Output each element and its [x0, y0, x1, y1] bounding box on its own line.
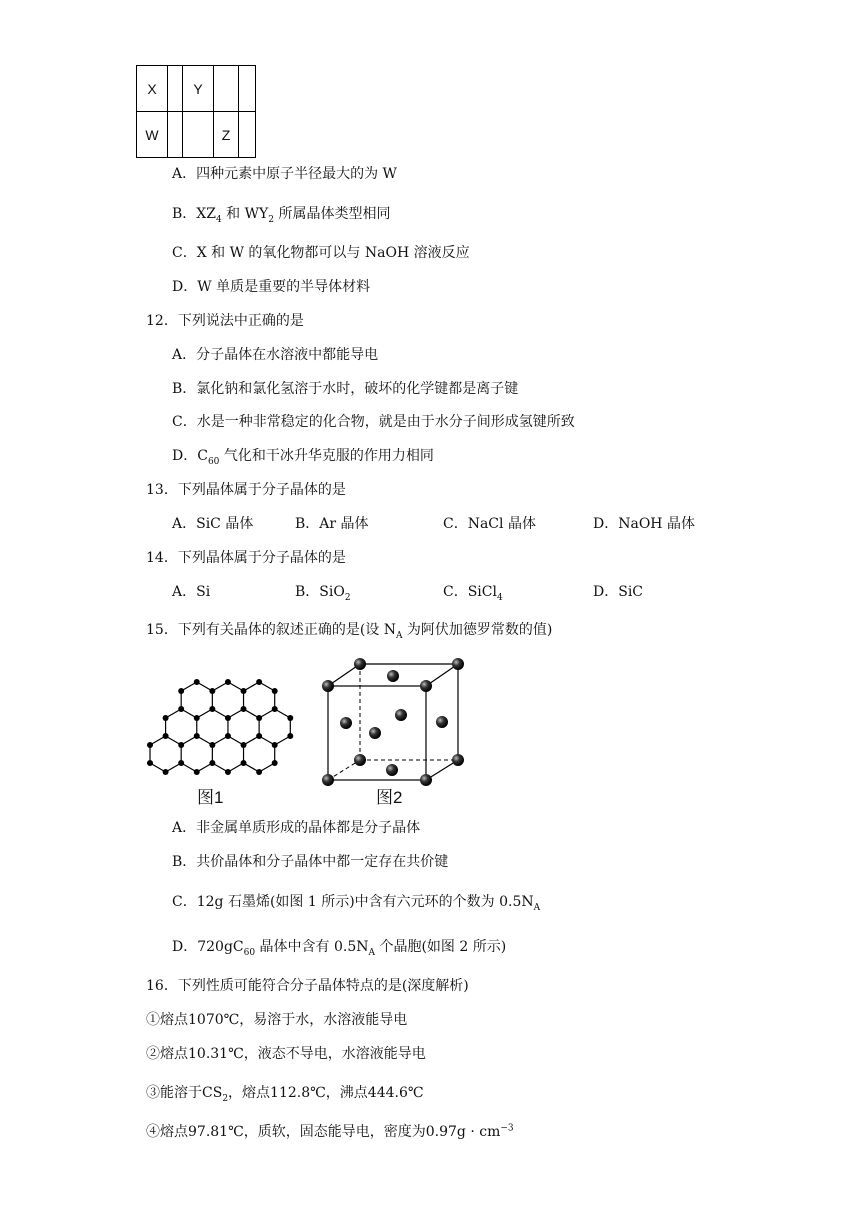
c60-molecule: [395, 709, 407, 721]
c60-unit-cell-figure: [318, 652, 478, 792]
carbon-atom: [194, 679, 200, 685]
text: D．720gC: [172, 939, 244, 955]
text: ④熔点97.81℃，质软，固态能导电，密度为0.97g · cm: [146, 1124, 501, 1140]
subscript: 60: [243, 947, 256, 958]
q16-item-1: ①熔点1070℃，易溶于水，水溶液能导电: [146, 1012, 408, 1028]
table-cell: [183, 112, 214, 158]
carbon-atom: [209, 742, 215, 748]
subscript: 4: [496, 592, 503, 603]
table-row: [137, 112, 256, 158]
carbon-atom: [256, 679, 262, 685]
table-cell: Y: [183, 66, 214, 112]
carbon-atom: [178, 706, 184, 712]
subscript: A: [533, 902, 541, 913]
c60-molecule: [436, 716, 448, 728]
q13-option-d: D．NaOH 晶体: [593, 516, 695, 532]
carbon-atom: [194, 769, 200, 775]
carbon-atom: [225, 715, 231, 721]
q12-stem: 12．下列说法中正确的是: [146, 313, 304, 329]
carbon-atom: [256, 769, 262, 775]
carbon-atom: [241, 688, 247, 694]
carbon-atom: [272, 760, 278, 766]
figure-1-caption: 图1: [197, 788, 224, 807]
c60-molecule: [354, 658, 366, 670]
c60-molecule: [386, 764, 398, 776]
c60-molecule: [420, 774, 432, 786]
q13-option-b: B．Ar 晶体: [295, 516, 369, 532]
carbon-atom: [287, 733, 293, 739]
c60-molecule: [420, 680, 432, 692]
c60-molecule: [322, 680, 334, 692]
c60-molecule: [369, 727, 381, 739]
q14-option-a: A．Si: [172, 584, 211, 600]
carbon-atom: [241, 706, 247, 712]
carbon-atom: [147, 760, 153, 766]
carbon-atom: [225, 733, 231, 739]
table-cell: [214, 66, 239, 112]
figure-2-caption: 图2: [376, 788, 403, 807]
q15-option-b: B．共价晶体和分子晶体中都一定存在共价键: [172, 854, 449, 870]
q15-option-d: [172, 937, 506, 957]
carbon-atom: [272, 688, 278, 694]
c60-molecule: [322, 774, 334, 786]
text: 晶体中含有 0.5N: [255, 939, 369, 955]
carbon-atom: [163, 715, 169, 721]
text: ③能溶于CS: [146, 1085, 223, 1101]
subscript: 2: [344, 592, 351, 603]
c60-molecule: [387, 670, 399, 682]
q15-option-a: A．非金属单质形成的晶体都是分子晶体: [172, 820, 421, 836]
carbon-atom: [241, 760, 247, 766]
formula: WY: [244, 206, 269, 222]
text: 个晶胞(如图 2 所示): [375, 939, 507, 955]
q12-option-d: [172, 446, 434, 466]
subscript: A: [395, 630, 403, 641]
text: B．SiO: [295, 584, 345, 600]
subscript: 2: [268, 214, 275, 225]
carbon-atom: [194, 715, 200, 721]
carbon-atom: [194, 733, 200, 739]
q16-item-4: [146, 1122, 514, 1142]
text: ，熔点112.8℃，沸点444.6℃: [228, 1085, 424, 1101]
c60-molecule: [340, 717, 352, 729]
table-cell: Z: [214, 112, 239, 158]
carbon-atom: [178, 760, 184, 766]
q14-option-c: [443, 582, 503, 602]
element-table: [136, 65, 256, 158]
q11-option-b: [172, 204, 390, 224]
carbon-atom: [272, 742, 278, 748]
q13-stem: 13．下列晶体属于分子晶体的是: [146, 482, 346, 498]
c60-molecule: [452, 754, 464, 766]
carbon-atom: [287, 715, 293, 721]
subscript: 2: [222, 1093, 229, 1104]
table-row: [137, 66, 256, 112]
q16-stem: 16．下列性质可能符合分子晶体特点的是(深度解析): [146, 978, 469, 994]
q16-item-2: ②熔点10.31℃，液态不导电，水溶液能导电: [146, 1046, 426, 1062]
carbon-atom: [241, 742, 247, 748]
formula: XZ: [196, 206, 216, 222]
carbon-atom: [178, 688, 184, 694]
text: 气化和干冰升华克服的作用力相同: [219, 448, 434, 464]
carbon-atom: [256, 715, 262, 721]
table-cell: W: [137, 112, 168, 158]
carbon-atom: [225, 769, 231, 775]
text: 和: [221, 206, 245, 222]
q16-item-3: [146, 1083, 424, 1103]
carbon-atom: [163, 733, 169, 739]
subscript: A: [368, 947, 375, 958]
carbon-atom: [209, 706, 215, 712]
carbon-atom: [209, 688, 215, 694]
q13-option-c: C．NaCl 晶体: [443, 516, 536, 532]
carbon-atom: [272, 706, 278, 712]
text: C．SiCl: [443, 584, 497, 600]
superscript: −3: [500, 1123, 514, 1134]
subscript: 4: [216, 214, 222, 225]
q11-option-c: C．X 和 W 的氧化物都可以与 NaOH 溶液反应: [172, 245, 470, 261]
carbon-atom: [147, 742, 153, 748]
table-cell: [239, 66, 256, 112]
q12-option-a: A．分子晶体在水溶液中都能导电: [172, 347, 379, 363]
table-cell: [168, 66, 183, 112]
carbon-atom: [178, 742, 184, 748]
q15-stem: [146, 620, 552, 640]
table-cell: X: [137, 66, 168, 112]
option-label: B．: [172, 206, 197, 222]
q12-option-b: B．氯化钠和氯化氢溶于水时，破坏的化学键都是离子键: [172, 381, 519, 397]
text: 所属晶体类型相同: [274, 206, 391, 222]
text: 为阿伏加德罗常数的值): [402, 622, 553, 638]
carbon-atom: [225, 679, 231, 685]
text: C．12g 石墨烯(如图 1 所示)中含有六元环的个数为 0.5N: [172, 894, 534, 910]
q14-stem: 14．下列晶体属于分子晶体的是: [146, 550, 346, 566]
carbon-atom: [209, 760, 215, 766]
q12-option-c: C．水是一种非常稳定的化合物，就是由于水分子间形成氢键所致: [172, 414, 575, 430]
table-cell: [239, 112, 256, 158]
q11-option-d: D．W 单质是重要的半导体材料: [172, 279, 371, 295]
q15-option-c: [172, 892, 540, 912]
table-cell: [168, 112, 183, 158]
q14-option-b: [295, 582, 351, 602]
subscript: 60: [207, 456, 220, 467]
q11-option-a: A．四种元素中原子半径最大的为 W: [172, 166, 397, 182]
graphene-figure: [140, 672, 310, 802]
text: 15．下列有关晶体的叙述正确的是(设 N: [146, 622, 396, 638]
carbon-atom: [163, 769, 169, 775]
carbon-atom: [256, 733, 262, 739]
q13-option-a: A．SiC 晶体: [172, 516, 254, 532]
option-label: D．C: [172, 448, 208, 464]
q14-option-d: D．SiC: [593, 584, 644, 600]
c60-molecule: [354, 754, 366, 766]
c60-molecule: [452, 658, 464, 670]
